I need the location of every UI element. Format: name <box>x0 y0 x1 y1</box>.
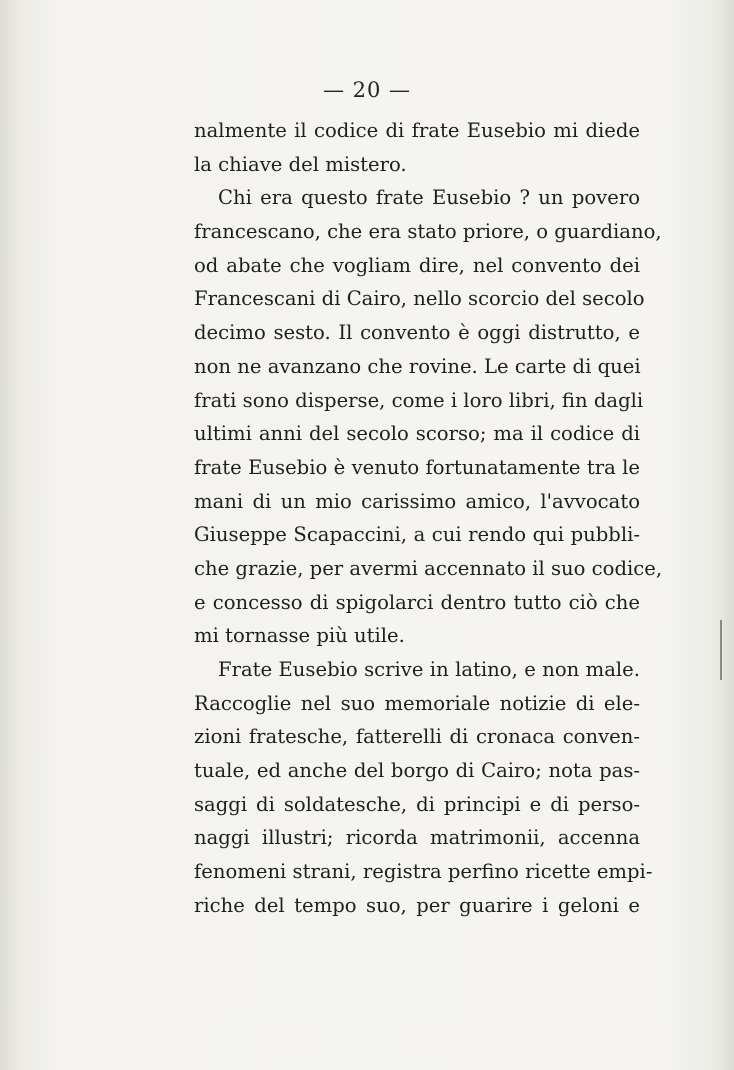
body-text <box>194 114 663 923</box>
text-line: naggi illustri; ricorda matrimonii, accenna <box>194 826 640 850</box>
text-line: decimo sesto. Il convento è oggi distrutto, e <box>194 321 640 345</box>
text-line: nalmente il codice di frate Eusebio mi diede <box>194 119 640 142</box>
text-line: francescano, che era stato priore, o guardiano, <box>194 220 662 244</box>
page-number: — 20 — <box>322 78 412 102</box>
text-line: non ne avanzano che rovine. Le carte di quei <box>194 354 641 378</box>
text-line: fenomeni strani, registra perfino ricette empi- <box>194 860 653 884</box>
text-line: frate Eusebio è venuto fortunatamente tra le <box>194 455 640 479</box>
text-line: e concesso di spigolarci dentro tutto ciò che <box>194 590 640 614</box>
text-line: zioni fratesche, fatterelli di cronaca conven- <box>194 725 640 749</box>
text-line: riche del tempo suo, per guarire i geloni e <box>194 893 640 917</box>
text-line: tuale, ed anche del borgo di Cairo; nota pas- <box>194 759 640 783</box>
text-line: saggi di soldatesche, di principi e di perso- <box>194 792 640 816</box>
text-line: Frate Eusebio scrive in latino, e non male. <box>218 658 640 681</box>
text-line: Giuseppe Scapaccini, a cui rendo qui pubbli- <box>194 523 640 547</box>
text-line: la chiave del mistero. <box>194 152 407 176</box>
text-line: Francescani di Cairo, nello scorcio del secolo <box>194 287 645 311</box>
text-line: Chi era questo frate Eusebio ? un povero <box>218 186 640 210</box>
text-line: Raccoglie nel suo memoriale notizie di ele- <box>194 691 640 715</box>
text-line: mi tornasse più utile. <box>194 624 405 648</box>
text-line: mani di un mio carissimo amico, l'avvocato <box>194 489 640 513</box>
page-edge-mark <box>720 620 722 680</box>
text-line: frati sono disperse, come i loro libri, fin dagli <box>194 388 644 412</box>
text-line: che grazie, per avermi accennato il suo codice, <box>194 556 663 580</box>
text-line: od abate che vogliam dire, nel convento dei <box>194 253 640 277</box>
text-line: ultimi anni del secolo scorso; ma il codice di <box>194 422 640 446</box>
